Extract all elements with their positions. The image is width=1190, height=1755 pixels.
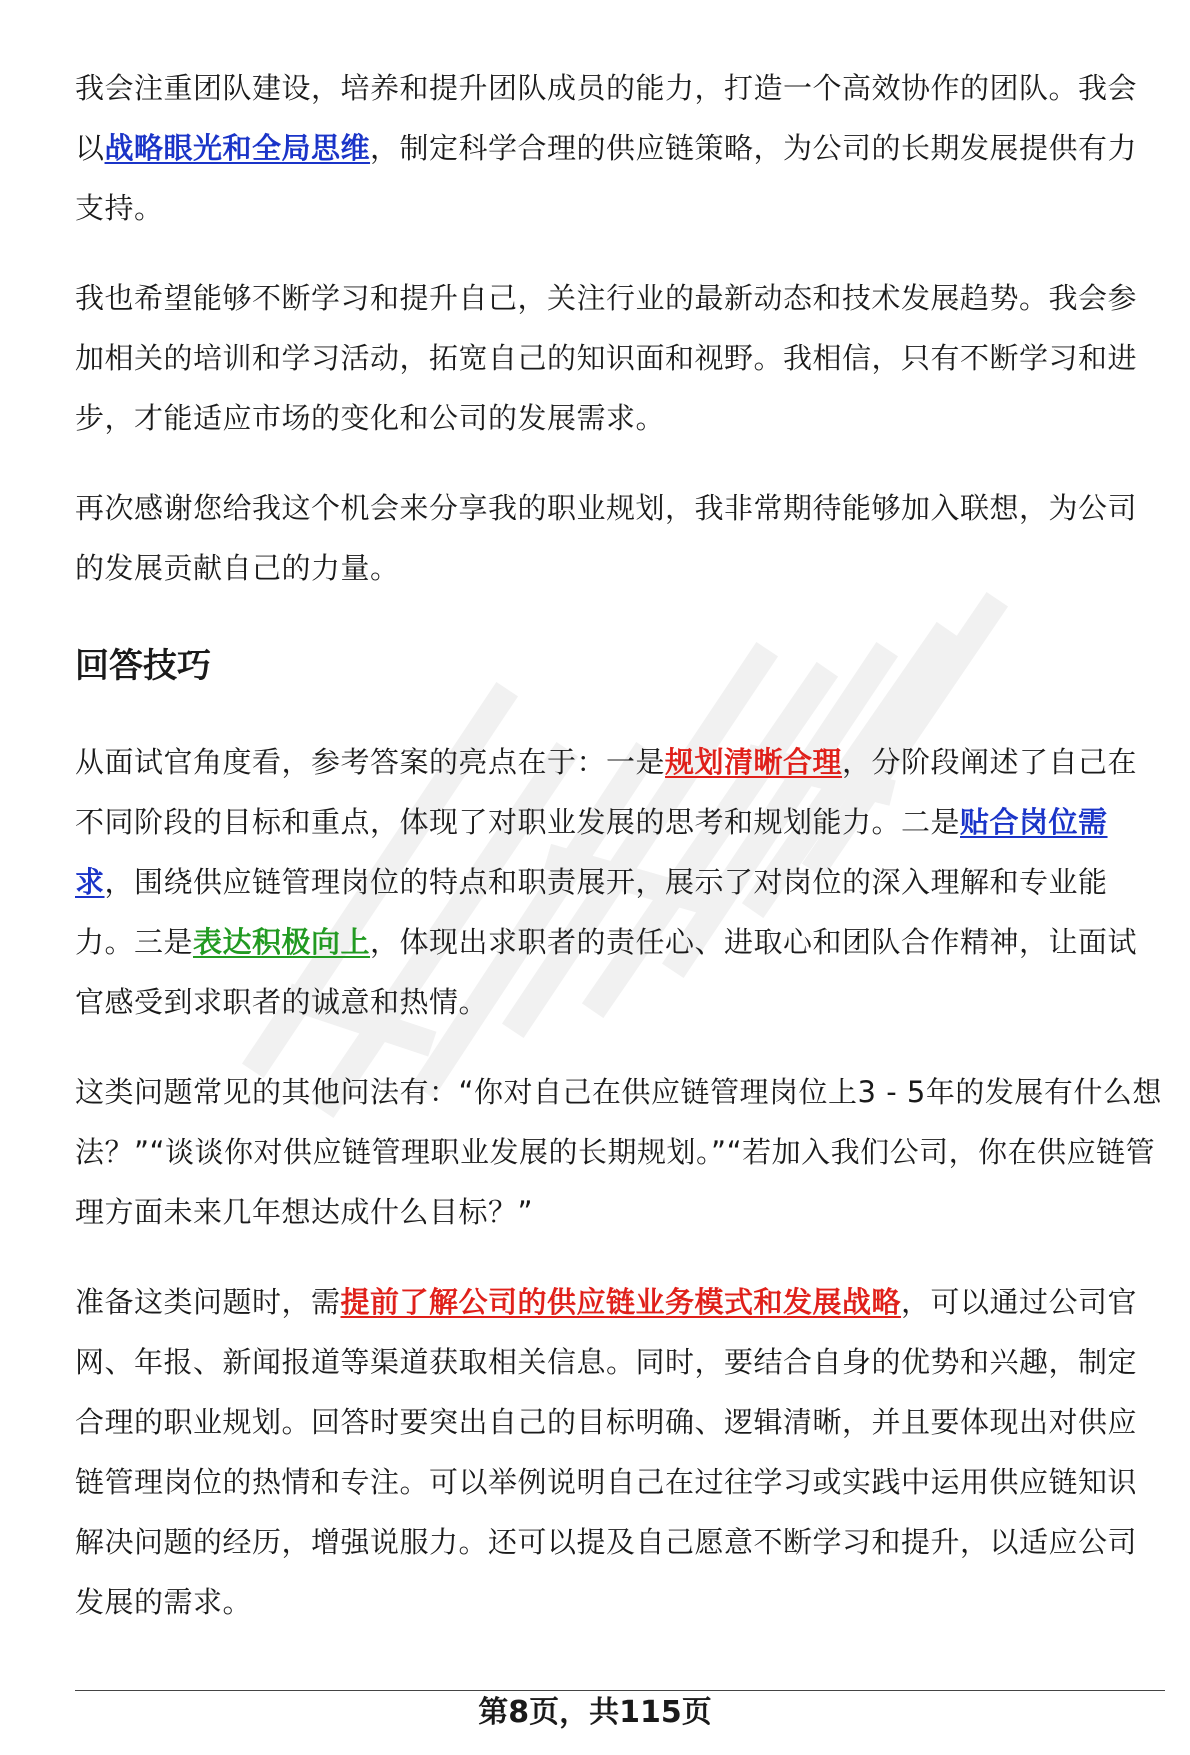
text-segment: ，制定科学合理的供应链策略，为公司的长期发展提供有力支持。 — [75, 131, 1138, 225]
tips-paragraph-3 — [75, 1272, 1165, 1632]
paragraph-2 — [75, 268, 1165, 448]
paragraph-1 — [75, 58, 1165, 238]
highlight-link[interactable]: 战略眼光和全局思维 — [104, 131, 371, 165]
highlight-link[interactable]: 贴合岗位需求 — [75, 805, 1108, 899]
document-body — [75, 58, 1165, 1662]
text-segment: 从面试官角度看，参考答案的亮点在于：一是 — [75, 745, 666, 779]
text-segment: ，体现出求职者的责任心、进取心和团队合作精神，让面试官感受到求职者的诚意和热情。 — [75, 925, 1138, 1019]
tips-paragraph-1 — [75, 732, 1165, 1032]
text-segment: 这类问题常见的其他问法有：“你对自己在供应链管理岗位上3 - 5年的发展有什么想法？”“谈谈你对供应链管理职业发展的长期规划。”“若加入我们公司，你在供应链管理方面未来几年想达成什么目标？” — [75, 1075, 1162, 1229]
text-segment: ，分阶段阐述了自己在不同阶段的目标和重点，体现了对职业发展的思考和规划能力。二是 — [75, 745, 1138, 839]
text-segment: ，可以通过公司官网、年报、新闻报道等渠道获取相关信息。同时，要结合自身的优势和兴趣，制定合理的职业规划。回答时要突出自己的目标明确、逻辑清晰，并且要体现出对供应链管理岗位的热情和专注。可以举例说明自己在过往学习或实践中运用供应链知识解决问题的经历，增强说服力。还可以提及自己愿意不断学习和提升，以适应公司发展的需求。 — [75, 1285, 1138, 1619]
paragraph-3 — [75, 478, 1165, 598]
highlight-link[interactable]: 表达积极向上 — [193, 925, 371, 959]
section-heading: 回答技巧 — [75, 646, 211, 686]
footer-divider — [75, 1690, 1165, 1691]
text-segment: 准备这类问题时，需 — [75, 1285, 341, 1319]
highlight-link[interactable]: 规划清晰合理 — [665, 745, 843, 779]
highlight-link[interactable]: 提前了解公司的供应链业务模式和发展战略 — [340, 1285, 902, 1319]
page-number: 第8页，共115页 — [478, 1695, 712, 1730]
tips-paragraph-2 — [75, 1062, 1165, 1242]
text-segment: 我也希望能够不断学习和提升自己，关注行业的最新动态和技术发展趋势。我会参加相关的培训和学习活动，拓宽自己的知识面和视野。我相信，只有不断学习和进步，才能适应市场的变化和公司的发展需求。 — [75, 281, 1138, 435]
tips-section — [75, 732, 1165, 1632]
text-segment: ，围绕供应链管理岗位的特点和职责展开，展示了对岗位的深入理解和专业能力。三是 — [75, 865, 1108, 959]
text-segment: 我会注重团队建设，培养和提升团队成员的能力，打造一个高效协作的团队。我会以 — [75, 71, 1138, 165]
intro-section — [75, 58, 1165, 598]
text-segment: 再次感谢您给我这个机会来分享我的职业规划，我非常期待能够加入联想，为公司的发展贡献自己的力量。 — [75, 491, 1138, 585]
